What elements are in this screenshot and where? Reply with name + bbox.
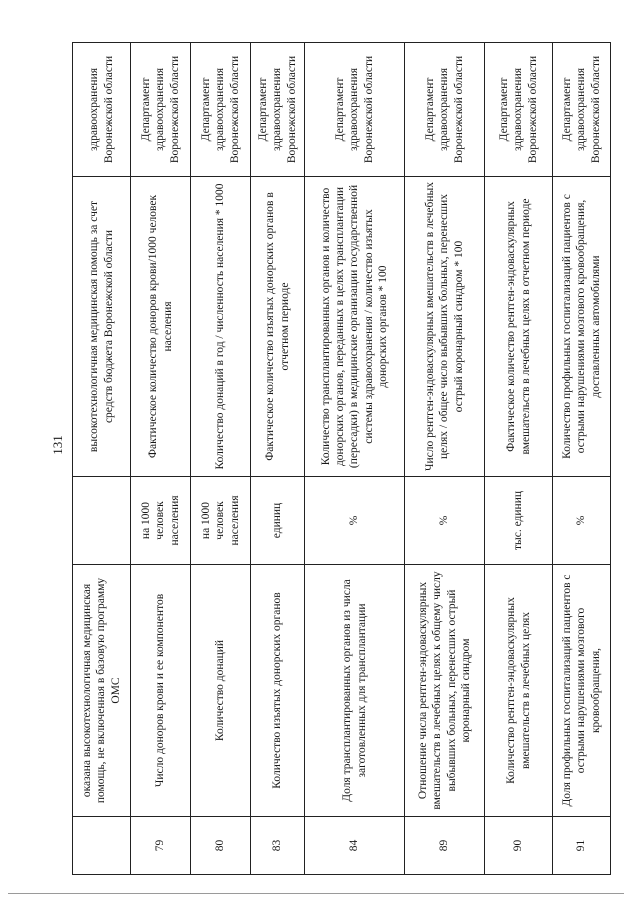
formula: Количество профильных госпитализаций пациентов с острыми нарушениями мозгового кровообращения, доставленных автомобилями [553, 177, 611, 477]
unit: на 1000 человек населения [131, 477, 191, 565]
row-number: 83 [251, 817, 305, 875]
indicator-name: Количество изъятых донорских органов [251, 565, 305, 817]
source: Департамент здравоохранения Воронежской области [305, 43, 405, 177]
table-row [553, 43, 611, 875]
formula: Фактическое количество доноров крови/1000 человек населения [131, 177, 191, 477]
unit: % [405, 477, 485, 565]
source: Департамент здравоохранения Воронежской области [405, 43, 485, 177]
row-number: 79 [131, 817, 191, 875]
formula: высокотехнологичная медицинская помощь за счет средств бюджета Воронежской области [73, 177, 131, 477]
formula: Фактическое количество рентген-эндоваскулярных вмешательств в лечебных целях в отчетном периоде [485, 177, 553, 477]
formula: Фактическое количество изъятых донорских органов в отчетном периоде [251, 177, 305, 477]
row-number: 89 [405, 817, 485, 875]
table-row [73, 43, 131, 875]
unit: % [553, 477, 611, 565]
row-number [73, 817, 131, 875]
bottom-rule [8, 893, 624, 894]
source: здравоохранения Воронежской области [73, 43, 131, 177]
source: Департамент здравоохранения Воронежской области [553, 43, 611, 177]
indicator-name: Количество донаций [191, 565, 251, 817]
unit: на 1000 человек населения [191, 477, 251, 565]
unit: тыс. единиц [485, 477, 553, 565]
indicator-name: оказана высокотехнологичная медицинская помощь, не включенная в базовую программу ОМС [73, 565, 131, 817]
formula: Количество трансплантированных органов и количество донорских органов, переданных в целях трансплантации (пересадки) в медицинские организации государственной системы здравоохранения / количество изъятых донорских органов * 100 [305, 177, 405, 477]
source: Департамент здравоохранения Воронежской области [251, 43, 305, 177]
formula: Количество донаций в год / численность населения * 1000 [191, 177, 251, 477]
indicator-name: Отношение числа рентген-эндоваскулярных вмешательств в лечебных целях к общему числу выбывших больных, перенесших острый коронарный синдром [405, 565, 485, 817]
indicators-table [72, 42, 611, 875]
indicator-name: Число доноров крови и ее компонентов [131, 565, 191, 817]
formula: Число рентген-эндоваскулярных вмешательств в лечебных целях / общее число выбывших больных, перенесших острый коронарный синдром * 100 [405, 177, 485, 477]
table-row [405, 43, 485, 875]
indicator-name: Количество рентген-эндоваскулярных вмешательств в лечебных целях [485, 565, 553, 817]
row-number: 84 [305, 817, 405, 875]
page-number: 131 [50, 435, 65, 455]
indicator-name: Доля профильных госпитализаций пациентов с острыми нарушениями мозгового кровообращения, [553, 565, 611, 817]
source: Департамент здравоохранения Воронежской области [191, 43, 251, 177]
source: Департамент здравоохранения Воронежской области [485, 43, 553, 177]
unit: единиц [251, 477, 305, 565]
row-number: 91 [553, 817, 611, 875]
unit: % [305, 477, 405, 565]
table-row [131, 43, 191, 875]
rotated-table-container [72, 43, 610, 875]
row-number: 90 [485, 817, 553, 875]
indicator-name: Доля трансплантированных органов из числа заготовленных для трансплантации [305, 565, 405, 817]
table-row [305, 43, 405, 875]
source: Департамент здравоохранения Воронежской области [131, 43, 191, 177]
table-row [191, 43, 251, 875]
table-row [485, 43, 553, 875]
unit [73, 477, 131, 565]
row-number: 80 [191, 817, 251, 875]
table-row [251, 43, 305, 875]
